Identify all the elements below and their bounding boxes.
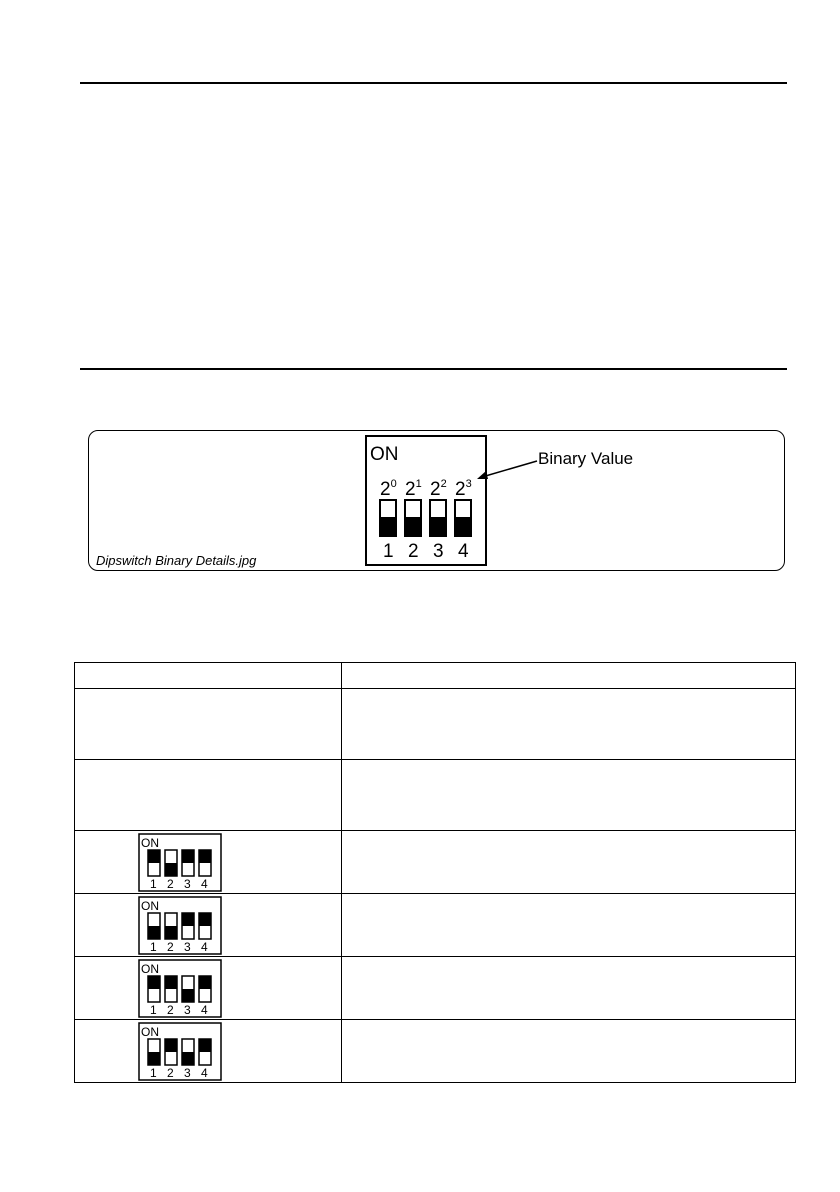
mini-on-label: ON — [141, 835, 159, 850]
mini-switch-number: 3 — [184, 1065, 191, 1080]
mini-switch — [199, 976, 211, 1002]
mini-switch-number: 2 — [167, 1065, 174, 1080]
mini-switch — [182, 1039, 194, 1065]
mini-switch-number: 4 — [201, 1002, 208, 1017]
mini-switch — [199, 850, 211, 876]
power-of-two-label: $2^1$ — [405, 478, 422, 500]
binary-value-label: Binary Value — [538, 449, 634, 468]
mini-switch-number: 3 — [184, 939, 191, 954]
switch-setting-cell — [75, 957, 342, 1020]
mini-switch — [165, 1039, 177, 1065]
mini-switch — [182, 913, 194, 939]
switch-number: 3 — [433, 541, 444, 562]
table-cell — [342, 689, 796, 760]
table-cell — [342, 894, 796, 957]
mini-switch — [199, 1039, 211, 1065]
switch-number: 4 — [458, 541, 469, 562]
table-row — [75, 760, 796, 831]
mini-dipswitch-graphic — [138, 1022, 222, 1081]
table-row — [75, 831, 796, 894]
mini-dipswitch — [138, 896, 222, 955]
mini-dipswitch — [138, 1022, 222, 1081]
table-header-cell — [342, 663, 796, 689]
mini-switch — [165, 976, 177, 1002]
mini-switch-number: 3 — [184, 876, 191, 891]
mini-switch — [165, 913, 177, 939]
table-cell — [342, 1020, 796, 1083]
switch-number: 2 — [408, 541, 419, 562]
switch-setting-cell — [75, 831, 342, 894]
mini-switch-number: 2 — [167, 939, 174, 954]
mini-on-label: ON — [141, 1024, 159, 1039]
mini-switch — [182, 850, 194, 876]
table-header-cell — [75, 663, 342, 689]
dipswitch-figure — [88, 430, 785, 571]
mini-switch — [165, 850, 177, 876]
mini-switch-number: 4 — [201, 1065, 208, 1080]
mini-switch-number: 2 — [167, 876, 174, 891]
switch-number: 1 — [383, 541, 394, 562]
mini-dipswitch — [138, 833, 222, 892]
mini-switch — [148, 913, 160, 939]
mini-dipswitch-graphic — [138, 959, 222, 1018]
table-cell — [342, 957, 796, 1020]
mini-dipswitch — [138, 959, 222, 1018]
table-row — [75, 894, 796, 957]
figure-caption: Dipswitch Binary Details.jpg — [96, 553, 257, 568]
table-cell — [342, 831, 796, 894]
mini-switch — [148, 850, 160, 876]
mini-switch — [199, 913, 211, 939]
dipswitch-settings-table — [74, 662, 796, 1083]
mini-switch-number: 2 — [167, 1002, 174, 1017]
table-cell — [75, 760, 342, 831]
mini-dipswitch-graphic — [138, 833, 222, 892]
mini-switch-number: 4 — [201, 939, 208, 954]
mini-dipswitch-graphic — [138, 896, 222, 955]
table-row — [75, 689, 796, 760]
section-divider — [80, 368, 787, 370]
callout-arrow — [89, 431, 786, 572]
power-of-two-label: $2^0$ — [380, 478, 397, 500]
table-row — [75, 1020, 796, 1083]
mini-switch — [182, 976, 194, 1002]
dipswitch-on-label: ON — [370, 444, 399, 465]
table-cell — [342, 760, 796, 831]
mini-switch-number: 1 — [150, 876, 157, 891]
power-of-two-label: $2^2$ — [430, 478, 447, 500]
mini-on-label: ON — [141, 898, 159, 913]
mini-switch-number: 1 — [150, 939, 157, 954]
mini-switch — [148, 976, 160, 1002]
power-of-two-label: $2^3$ — [455, 478, 472, 500]
table-cell — [75, 689, 342, 760]
switch-setting-cell — [75, 894, 342, 957]
top-divider — [80, 82, 787, 84]
mini-on-label: ON — [141, 961, 159, 976]
mini-switch — [148, 1039, 160, 1065]
mini-switch-number: 4 — [201, 876, 208, 891]
table-row — [75, 957, 796, 1020]
mini-switch-number: 1 — [150, 1002, 157, 1017]
mini-switch-number: 3 — [184, 1002, 191, 1017]
mini-switch-number: 1 — [150, 1065, 157, 1080]
switch-setting-cell — [75, 1020, 342, 1083]
table-header-row — [75, 663, 796, 689]
